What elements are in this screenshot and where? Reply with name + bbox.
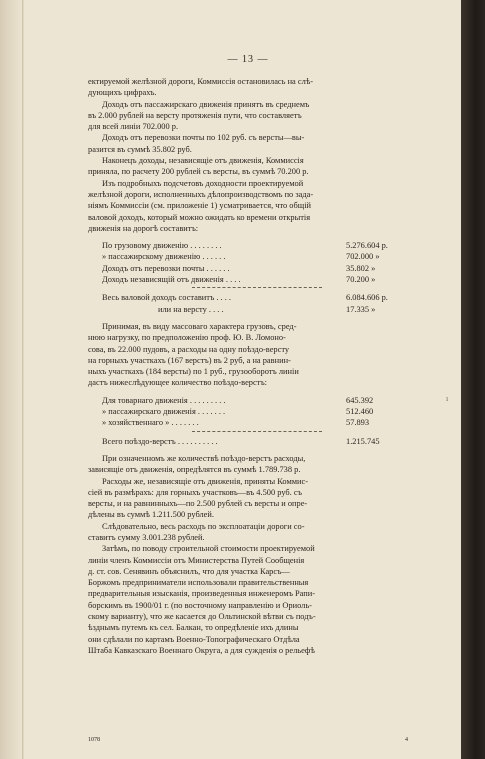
text-line: желѣзной дороги, исполненныхъ дѣлопроизводствомъ по зада- — [88, 189, 314, 199]
table-row — [88, 395, 408, 406]
text-line: приняла, по расчету 200 рублей съ версты, въ суммѣ 70.200 р. — [88, 167, 309, 177]
text-line: ставитъ сумму 3.001.238 рублей. — [88, 532, 205, 542]
text-line: въ 2.000 рублей на версту протяженія пути, что составляетъ — [88, 110, 302, 120]
text-line: на горныхъ участкахъ (167 верстъ) въ 2 руб, а на равнин- — [88, 355, 291, 365]
text-line: нюю нагрузку, по предположенію проф. Ю. В. Ломоно- — [88, 333, 286, 343]
text-line: они сдѣлали по картамъ Военно-Топографическаго Отдѣла — [88, 634, 300, 644]
table-rule — [192, 287, 322, 289]
table-row — [88, 292, 408, 303]
text-line: Затѣмъ, по поводу строительной стоимости проектируемой — [102, 544, 315, 554]
page-footer — [88, 737, 408, 743]
table-row — [88, 251, 408, 262]
text-line: ектируемой желѣзной дороги, Коммиссія остановилась на слѣ- — [88, 77, 314, 86]
footer-signature: 1078 — [88, 737, 100, 743]
table-row — [88, 274, 408, 285]
row-value: 1.215.745 — [346, 436, 380, 446]
text-line: Расходы же, независящіе отъ движенія, приняты Коммис- — [102, 476, 309, 486]
text-line: дѣлены въ суммѣ 1.211.500 рублей. — [88, 510, 214, 520]
text-line: Принимая, въ виду массоваго характера грузовъ, сред- — [102, 321, 297, 331]
text-line: предварительныя изысканія, произведенныя инженеромъ Рапи- — [88, 589, 316, 599]
text-line: дующихъ цифрахъ. — [88, 88, 157, 98]
book-edge — [461, 0, 485, 759]
body-text — [88, 76, 408, 656]
row-value: 70.200 » — [346, 275, 376, 285]
row-value: 512.460 — [346, 407, 374, 417]
text-line: борскимъ въ 1900/01 г. (по восточному направленію и Ориоль- — [88, 600, 312, 610]
text-line: валовой доходъ, который можно ожидать ко времени открытія — [88, 212, 311, 222]
row-value: 35.802 » — [346, 263, 376, 273]
table-rule — [192, 431, 322, 433]
text-line: линіи членъ Коммиссіи отъ Министерства Путей Сообщенія — [88, 555, 305, 565]
row-label: Доходъ отъ перевозки почты . . . . . . — [102, 263, 230, 273]
text-line: сова, въ 22.000 пудовъ, а расходы на одну поѣздо-версту — [88, 344, 290, 354]
text-line: Боржомъ предприниматели использовали правительственныя — [88, 578, 309, 588]
text-line: Доходъ отъ перевозки почты по 102 руб. съ версты—вы- — [102, 133, 305, 143]
row-value: 57.893 — [346, 418, 370, 428]
row-value: 6.084.606 р. — [346, 293, 388, 303]
table-row — [88, 263, 408, 274]
text-line: разится въ суммѣ 35.802 руб. — [88, 144, 192, 154]
row-value: 5.276.604 р. — [346, 241, 388, 251]
text-line: При означенномъ же количествѣ поѣздо-верстъ расходы, — [102, 453, 306, 463]
text-line: ѣзднымъ путемъ къ сел. Балкан, то опредѣленіе ихъ длины — [88, 623, 299, 633]
table-row — [88, 417, 408, 428]
table-row — [88, 406, 408, 417]
text-line: д. ст. сов. Сенявинъ объяснилъ, что для участка Карсъ— — [88, 566, 290, 576]
text-line: Доходъ отъ пассажирскаго движенія принятъ въ среднемъ — [102, 99, 310, 109]
text-line: для всей линіи 702.000 р. — [88, 122, 179, 132]
row-value: 17.335 » — [346, 304, 376, 314]
row-value: 702.000 » — [346, 252, 380, 262]
text-line: сіей въ размѣрахъ: для горныхъ участковъ—въ 4.500 руб. съ — [88, 487, 302, 497]
text-line: скому варианту), что же касается до Ольтинской вѣтви съ подъ- — [88, 612, 316, 622]
row-label: Доходъ независящій отъ движенія . . . . — [102, 275, 241, 285]
text-line: Штаба Кавказскаго Военнаго Округа, а для сужденія о рельефѣ — [88, 645, 315, 655]
table-row — [88, 240, 408, 251]
row-label: или на версту . . . . — [158, 304, 224, 314]
row-label: » пассажирскому движенію . . . . . . — [102, 252, 226, 262]
text-line: ныхъ участкахъ (184 версты) по 1 руб., грузооборотъ линіи — [88, 367, 299, 377]
row-label: » хозяйственнаго » . . . . . . . — [102, 418, 199, 428]
text-line: зависящіе отъ движенія, опредѣлятся въ суммѣ 1.789.738 р. — [88, 465, 301, 475]
text-line: Изъ подробныхъ подсчетовъ доходности проектируемой — [102, 178, 304, 188]
row-label: » пассажирскаго движенія . . . . . . . — [102, 407, 226, 417]
text-line: версты, и на равнинныхъ—по 2.500 рублей съ версты и опре- — [88, 499, 308, 509]
table-row — [88, 304, 408, 315]
text-line: Слѣдовательно, весь расходъ по эксплоатаціи дороги со- — [102, 521, 305, 531]
page-spine — [0, 0, 23, 759]
row-value: 645.392 — [346, 395, 374, 405]
text-line: Наконецъ доходы, независящіе отъ движенія, Коммиссія — [102, 156, 304, 166]
page-number: — 13 — — [227, 54, 269, 65]
text-line: дастъ нижеслѣдующее количество поѣздо-верстъ: — [88, 378, 268, 388]
footer-sheet-number: 4 — [405, 737, 408, 743]
row-label: Для товарнаго движенія . . . . . . . . . — [102, 395, 226, 405]
table-row — [88, 436, 408, 447]
row-label: Весь валовой доходъ составитъ . . . . — [102, 293, 232, 303]
margin-mark: ı — [446, 394, 449, 403]
row-label: По грузовому движенію . . . . . . . . — [102, 241, 222, 251]
text-line: движенія на дорогѣ составитъ: — [88, 223, 199, 233]
row-label: Всего поѣздо-верстъ . . . . . . . . . . — [102, 436, 218, 446]
text-line: ніямъ Коммиссіи (см. приложеніе 1) усматривается, что общій — [88, 201, 312, 211]
document-page — [24, 0, 461, 759]
